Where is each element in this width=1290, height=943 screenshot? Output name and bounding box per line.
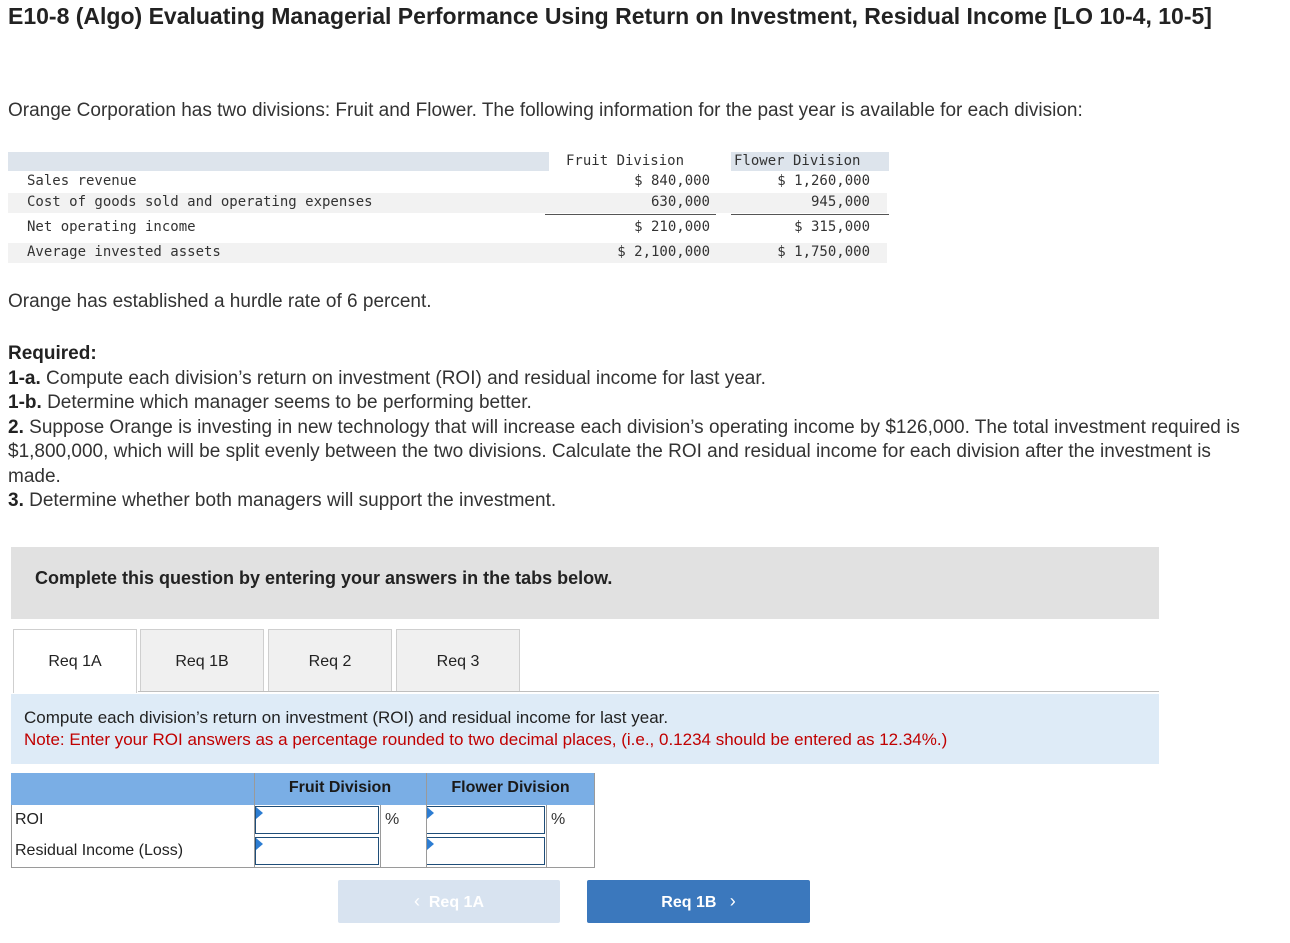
table-row bbox=[8, 193, 887, 213]
tab-req-1b[interactable]: Req 1B bbox=[140, 629, 264, 692]
flower-value: $ 1,260,000 bbox=[777, 173, 870, 189]
tab-req-2[interactable]: Req 2 bbox=[268, 629, 392, 692]
flower-roi-input-box bbox=[426, 806, 545, 834]
required-item-text: Suppose Orange is investing in new technology that will increase each division’s operating income by $126,000. The total investment required is $1,800,000, which will be split evenly between the two divisions. Calculate the ROI and residual income for each division after the investment is made. bbox=[8, 416, 1240, 487]
fruit-value: $ 840,000 bbox=[634, 173, 710, 189]
answer-row-label: ROI bbox=[15, 811, 44, 828]
input-marker-icon bbox=[427, 807, 434, 819]
flower-residual-income-input[interactable] bbox=[427, 838, 544, 864]
subtotal-underline bbox=[731, 214, 889, 215]
required-item-number: 1-a. bbox=[8, 367, 41, 389]
fruit-value: 630,000 bbox=[650, 194, 710, 210]
flower-roi-input[interactable] bbox=[427, 807, 544, 833]
hurdle-rate-text: Orange has established a hurdle rate of 6 percent. bbox=[8, 291, 432, 312]
table-header-band bbox=[8, 152, 549, 171]
column-header-flower: Flower Division bbox=[734, 153, 861, 169]
input-marker-icon bbox=[256, 838, 263, 850]
percent-sign: % bbox=[551, 811, 566, 828]
prev-button-label: Req 1A bbox=[428, 894, 484, 911]
required-item bbox=[8, 367, 1258, 392]
fruit-roi-input-box bbox=[255, 806, 379, 834]
instruction-note: Note: Enter your ROI answers as a percentage rounded to two decimal places, (i.e., 0.1234 should be entered as 12.34%.) bbox=[24, 730, 948, 749]
prev-button[interactable] bbox=[338, 880, 560, 923]
subtotal-underline bbox=[545, 214, 716, 215]
page-title: E10-8 (Algo) Evaluating Managerial Performance Using Return on Investment, Residual Income [LO 10-4, 10-5] bbox=[8, 3, 1212, 29]
table-row bbox=[8, 172, 887, 192]
grid-line bbox=[380, 805, 381, 867]
column-header-fruit: Fruit Division bbox=[566, 153, 685, 169]
grid-line bbox=[546, 805, 547, 867]
required-item bbox=[8, 391, 1258, 416]
banner-text: Complete this question by entering your answers in the tabs below. bbox=[35, 568, 613, 588]
required-item-number: 1-b. bbox=[8, 392, 42, 413]
grid-line bbox=[11, 805, 12, 867]
required-item bbox=[8, 416, 1258, 490]
required-item-text: Determine whether both managers will support the investment. bbox=[29, 490, 557, 511]
input-marker-icon bbox=[256, 807, 263, 819]
row-label: Sales revenue bbox=[27, 173, 137, 189]
tab-req-3[interactable]: Req 3 bbox=[396, 629, 520, 692]
instruction-text: Compute each division’s return on investment (ROI) and residual income for last year. bbox=[24, 708, 669, 727]
grid-line bbox=[594, 773, 595, 867]
row-label: Average invested assets bbox=[27, 244, 221, 260]
required-item bbox=[8, 489, 1258, 514]
table-row bbox=[8, 218, 887, 238]
required-heading: Required: bbox=[8, 343, 97, 364]
answer-row-residual-income bbox=[11, 836, 595, 868]
table-row bbox=[8, 243, 887, 263]
intro-text: Orange Corporation has two divisions: Fruit and Flower. The following information for the past year is available for each division: bbox=[8, 100, 1083, 121]
fruit-ri-input-box bbox=[255, 837, 379, 865]
required-item-text: Compute each division’s return on investment (ROI) and residual income for last year. bbox=[46, 367, 766, 389]
fruit-residual-income-input[interactable] bbox=[256, 838, 378, 864]
answer-table bbox=[11, 773, 595, 867]
answer-row-roi bbox=[11, 805, 595, 837]
flower-ri-input-box bbox=[426, 837, 545, 865]
required-item-number: 3. bbox=[8, 490, 24, 511]
required-section bbox=[8, 342, 1258, 514]
row-label: Net operating income bbox=[27, 219, 196, 235]
flower-value: 945,000 bbox=[810, 194, 870, 210]
answer-header-fruit: Fruit Division bbox=[288, 779, 392, 796]
grid-line bbox=[254, 773, 255, 867]
fruit-roi-input[interactable] bbox=[256, 807, 378, 833]
grid-line bbox=[426, 773, 427, 867]
next-button-label: Req 1B bbox=[661, 894, 717, 911]
chevron-left-icon: ‹ bbox=[413, 891, 420, 911]
answer-header-flower: Flower Division bbox=[451, 779, 570, 796]
row-label: Cost of goods sold and operating expenses bbox=[27, 194, 373, 210]
input-marker-icon bbox=[427, 838, 434, 850]
answer-row-label: Residual Income (Loss) bbox=[15, 842, 184, 859]
flower-value: $ 315,000 bbox=[794, 219, 870, 235]
percent-sign: % bbox=[385, 811, 400, 828]
tab-req-1a[interactable]: Req 1A bbox=[13, 629, 137, 693]
fruit-value: $ 210,000 bbox=[634, 219, 710, 235]
flower-value: $ 1,750,000 bbox=[777, 244, 870, 260]
required-item-text: Determine which manager seems to be performing better. bbox=[47, 392, 532, 413]
instruction-banner bbox=[11, 547, 1159, 619]
answer-table-header bbox=[11, 773, 595, 805]
next-button[interactable] bbox=[587, 880, 810, 923]
tab-instructions bbox=[11, 694, 1159, 764]
required-item-number: 2. bbox=[8, 416, 24, 438]
chevron-right-icon: › bbox=[729, 891, 736, 911]
fruit-value: $ 2,100,000 bbox=[617, 244, 710, 260]
tab-divider bbox=[138, 691, 1159, 692]
